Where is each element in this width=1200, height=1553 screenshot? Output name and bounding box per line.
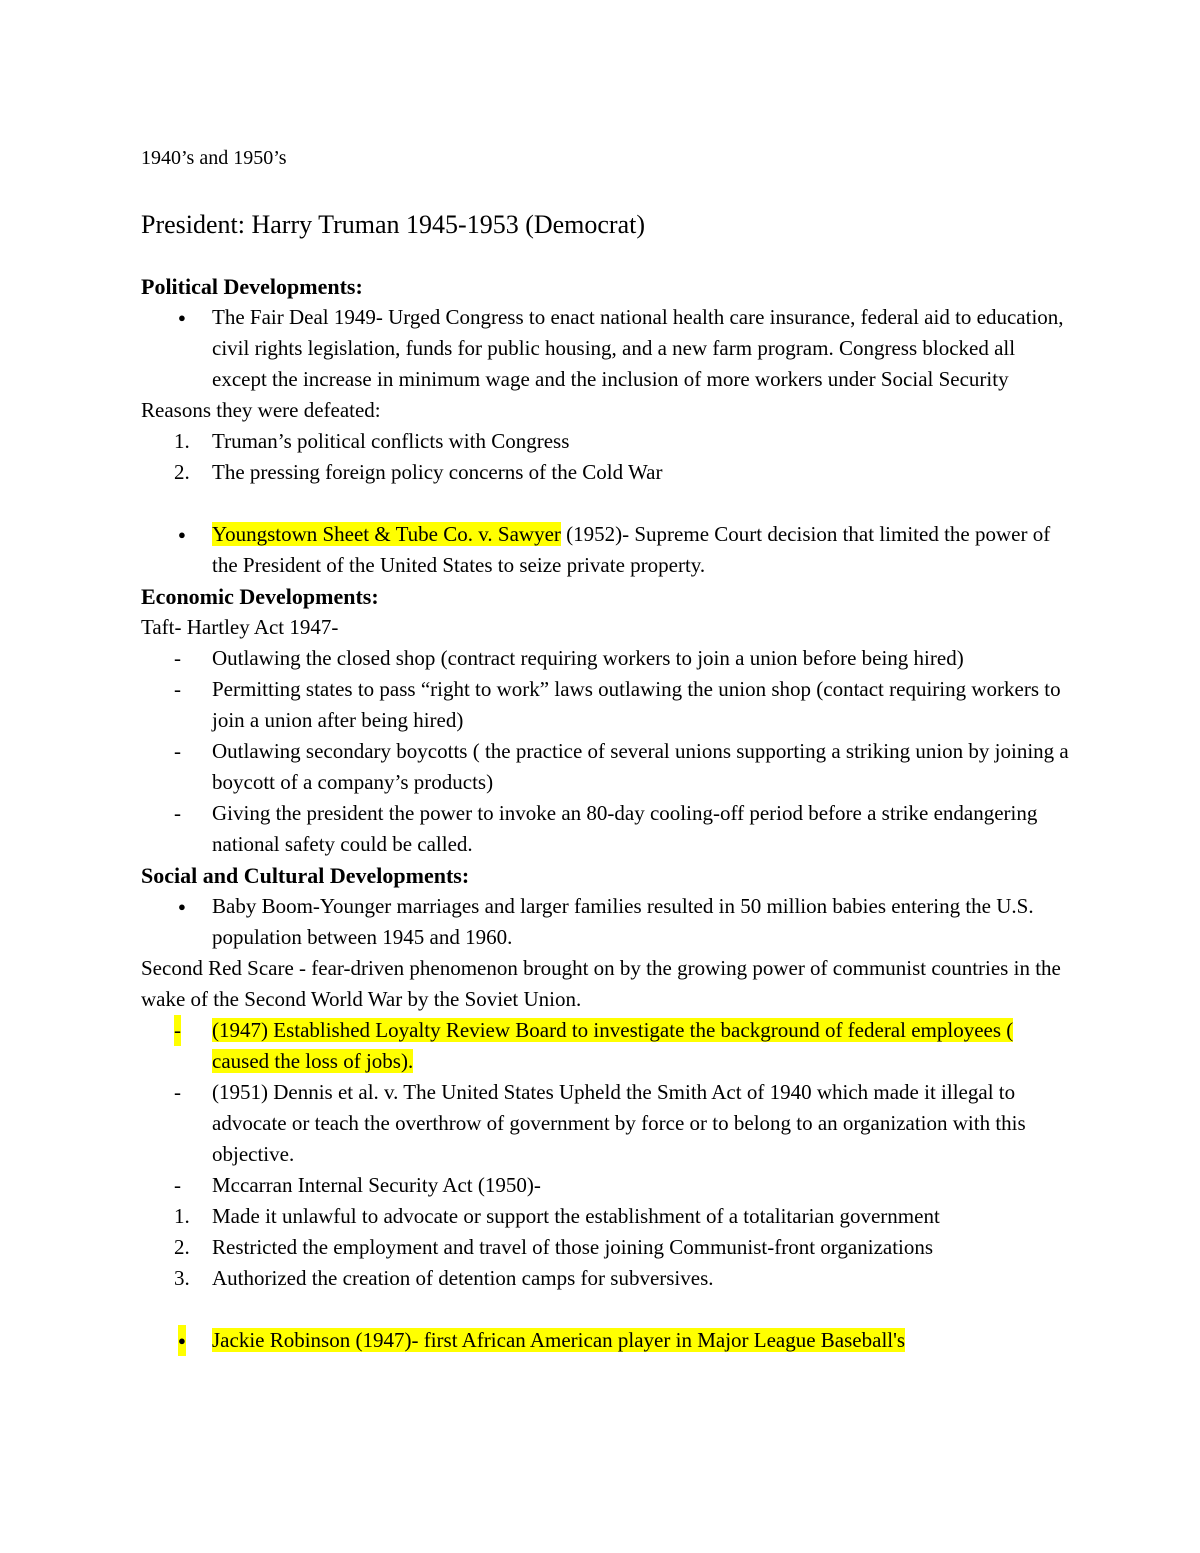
bullet-icon: ● (178, 527, 186, 542)
baby-boom-text: Baby Boom-Younger marriages and larger families resulted in 50 million babies entering the U.S. population between 1945 and 1960. (212, 894, 1034, 949)
list-item-text: Authorized the creation of detention camps for subversives. (212, 1266, 714, 1290)
bullet-icon: ● (178, 1325, 186, 1356)
date-range: 1940’s and 1950’s (141, 147, 287, 169)
list-item-dennis (141, 1077, 1071, 1170)
president-title: President: Harry Truman 1945-1953 (Democrat) (141, 210, 646, 239)
youngstown-case-name: Youngstown Sheet & Tube Co. v. Sawyer (212, 522, 561, 546)
political-heading: Political Developments: (141, 274, 363, 299)
list-item (141, 426, 1071, 457)
taft-hartley-act: Taft- Hartley Act 1947- (141, 615, 339, 639)
list-item (141, 1232, 1071, 1263)
list-item (141, 457, 1071, 488)
list-marker: 2. (174, 460, 190, 484)
mccarran-text: Mccarran Internal Security Act (1950)- (212, 1173, 541, 1197)
list-item-text: Truman’s political conflicts with Congress (212, 429, 570, 453)
dash-marker: - (174, 677, 181, 701)
list-item (141, 798, 1071, 860)
list-item-text: Outlawing the closed shop (contract requiring workers to join a union before being hired) (212, 646, 964, 670)
bullet-icon: ● (178, 899, 186, 914)
list-item-text: Giving the president the power to invoke an 80-day cooling-off period before a strike endangering national safety could be called. (212, 801, 1038, 856)
list-marker: 1. (174, 429, 190, 453)
list-item-text: Outlawing secondary boycotts ( the practice of several unions supporting a striking union by joining a boycott of a company’s products) (212, 739, 1069, 794)
list-item-fair-deal (141, 302, 1071, 395)
dennis-text: (1951) Dennis et al. v. The United States Upheld the Smith Act of 1940 which made it illegal to advocate or teach the overthrow of government by force or to belong to an organization with this objective. (212, 1080, 1026, 1166)
spacer (141, 488, 1071, 519)
dash-marker: - (174, 1080, 181, 1104)
list-item (141, 674, 1071, 736)
list-item-jackie-robinson (141, 1325, 1071, 1356)
dash-marker: - (174, 739, 181, 763)
list-item-text: Permitting states to pass “right to work” laws outlawing the union shop (contact requiring workers to join a union after being hired) (212, 677, 1061, 732)
social-heading: Social and Cultural Developments: (141, 863, 470, 888)
red-scare-paragraph: Second Red Scare - fear-driven phenomenon brought on by the growing power of communist countries in the wake of the Second World War by the Soviet Union. (141, 956, 1061, 1011)
list-item (141, 1201, 1071, 1232)
list-item (141, 1263, 1071, 1294)
reasons-label: Reasons they were defeated: (141, 398, 381, 422)
list-item-baby-boom (141, 891, 1071, 953)
document-body (141, 138, 1071, 1356)
list-item-text: The pressing foreign policy concerns of the Cold War (212, 460, 663, 484)
list-item (141, 736, 1071, 798)
list-item-text: Made it unlawful to advocate or support the establishment of a totalitarian government (212, 1204, 940, 1228)
list-item-text: Restricted the employment and travel of those joining Communist-front organizations (212, 1235, 934, 1259)
list-item-loyalty-board (141, 1015, 1071, 1077)
fair-deal-text: The Fair Deal 1949- Urged Congress to enact national health care insurance, federal aid to education, civil rights legislation, funds for public housing, and a new farm program. Congress blocked all except the increase in minimum wage and the inclusion of more workers under Social Security (212, 305, 1064, 391)
dash-marker: - (174, 1173, 181, 1197)
list-item-youngstown (141, 519, 1071, 581)
list-marker: 3. (174, 1266, 190, 1290)
spacer (141, 1294, 1071, 1325)
dash-marker: - (174, 646, 181, 670)
economic-heading: Economic Developments: (141, 584, 379, 609)
list-marker: 2. (174, 1235, 190, 1259)
loyalty-board-text: (1947) Established Loyalty Review Board to investigate the background of federal employees ( caused the loss of jobs). (212, 1018, 1014, 1073)
jackie-robinson-text: Jackie Robinson (1947)- first African American player in Major League Baseball's (212, 1328, 906, 1352)
list-item-mccarran (141, 1170, 1071, 1201)
dash-marker: - (174, 1015, 181, 1046)
list-item (141, 643, 1071, 674)
youngstown-description: (1952)- Supreme Court decision that limited the power of the President of the United States to seize private property. (212, 522, 1051, 577)
list-marker: 1. (174, 1204, 190, 1228)
dash-marker: - (174, 801, 181, 825)
bullet-icon: ● (178, 310, 186, 325)
